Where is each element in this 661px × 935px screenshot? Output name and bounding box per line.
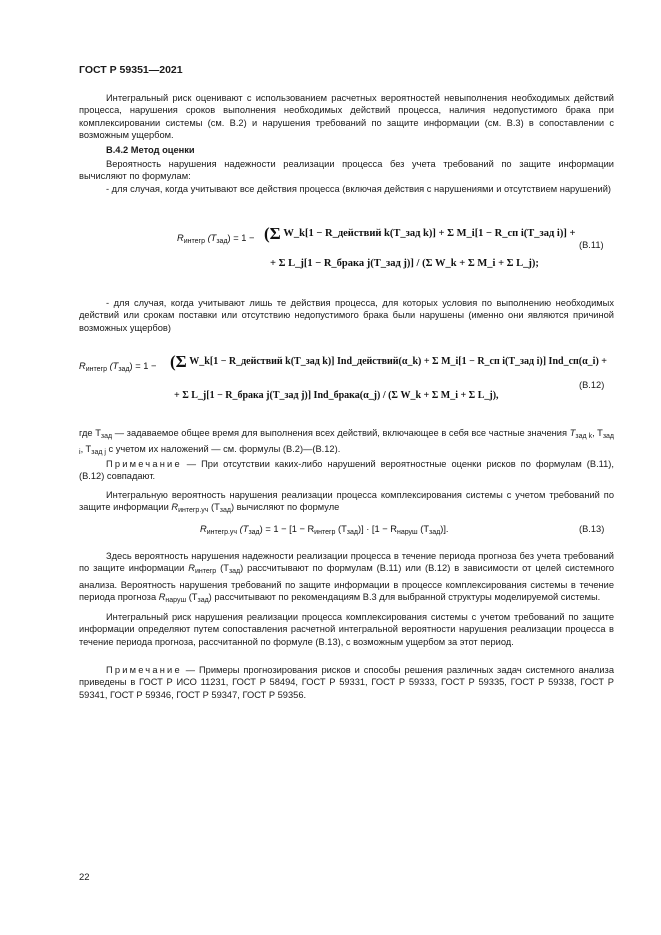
paragraph-case-violations: - для случая, когда учитывают лишь те действия процесса, для которых условия по выполнению необходимых действий или срокам поставки или отсутствию недопустимого брака были нарушены (именно они являются причиной возможных ущербов): [79, 298, 614, 333]
paragraph-formulas-intro: Вероятность нарушения надежности реализации процесса без учета требований по защите информации вычисляют по формулам:: [79, 159, 614, 182]
note-1: Примечание — При отсутствии каких-либо нарушений вероятностные оценки рисков по формулам (В.11), (В.12) совпадают.: [79, 459, 614, 482]
formula-b11-line1: (Σ W_k[1 − R_действий k(T_зад k)] + Σ M_i[1 − R_сп i(T_зад i)] +: [264, 224, 576, 243]
paragraph-explanation: Здесь вероятность нарушения надежности реализации процесса в течение периода прогноза без учета требований по защите информации $R_{интегр}$ $(T_{зад})$ рассчитывают по формулам (В.11) или (В.12) в зависимости от целей системного анализа. Вероятность нарушения требований по защите информации в процессе комплексирования системы в течение периода прогноза $R_{наруш}$ $(T_{зад})$ рассчитывают по рекомендациям В.3 для выбранной структуры моделируемой системы.: [79, 551, 614, 605]
section-title: В.4.2 Метод оценки: [106, 145, 195, 155]
paragraph-case-all: - для случая, когда учитывают все действия процесса (включая действия с нарушениями и отсутствием нарушений): [106, 184, 611, 194]
formula-b12-lhs: $R_{интегр}$ $(T_{зад}) = 1$ −: [79, 361, 157, 373]
paragraph-where: где $T_{зад}$ — задаваемое общее время для выполнения всех действий, включающее в себя все частные значения $T_{зад k}$, $T_{зад i}$, $T_{зад j}$ с учетом их наложений — см. формулы (В.2)—(В.12).: [79, 428, 615, 457]
formula-b11-number: (В.11): [579, 240, 604, 250]
formula-b13-body: $R_{интегр.уч}$ $(T_{зад}) = 1 - [1 - R_{интегр}$ $(T_{зад})] \cdot [1 - R_{наруш}$ $(T_{зад})$].: [200, 524, 449, 536]
formula-b11-lhs: $R_{интегр}$ $(T_{зад}) = 1$ −: [177, 233, 255, 245]
formula-b12-line2: + Σ L_j[1 − R_брака j(T_зад j)] Ind_брака(α_j) / (Σ W_k + Σ M_i + Σ L_j),: [174, 390, 499, 401]
formula-b11-line2: + Σ L_j[1 − R_брака j(T_зад j)] / (Σ W_k + Σ M_i + Σ L_j);: [270, 258, 539, 269]
formula-b12-number: (В.12): [579, 380, 605, 390]
paragraph-integral-risk: Интегральный риск нарушения реализации процесса комплексирования системы с учетом требований по защите информации определяют путем сопоставления расчетной интегральной вероятности нарушения реализации процесса в течение периода прогноза, рассчитанной по формуле (В.13), с возможным ущербом за этот период.: [79, 612, 614, 647]
formula-b12-line1: (Σ W_k[1 − R_действий k(T_зад k)] Ind_действий(α_k) + Σ M_i[1 − R_сп i(T_зад i)] Ind_сп(α_i) +: [170, 352, 607, 371]
paragraph-integral-probability: Интегральную вероятность нарушения реализации процесса комплексирования системы с учетом требований по защите информации $R_{интегр.уч}$ $(T_{зад})$ вычисляют по формуле: [79, 490, 614, 515]
page-number: 22: [79, 872, 90, 883]
formula-b13-number: (В.13): [579, 524, 605, 534]
paragraph-intro: Интегральный риск оценивают с использованием расчетных вероятностей невыполнения необходимых действий процесса, нарушения сроков выполнения необходимых действий процесса, наличия недопустимого брака при комплексировании системы (см. В.2) и нарушения требований по защите информации (см. В.3) в сопоставлении с возможным ущербом.: [79, 93, 614, 141]
note-2: Примечание — Примеры прогнозирования рисков и способы решения различных задач системного анализа приведены в ГОСТ Р ИСО 11231, ГОСТ Р 58494, ГОСТ Р 59331, ГОСТ Р 59333, ГОСТ Р 59335, ГОСТ Р 59338, ГОСТ Р 59341, ГОСТ Р 59346, ГОСТ Р 59347, ГОСТ Р 59356.: [79, 665, 614, 700]
document-header: ГОСТ Р 59351—2021: [79, 64, 183, 76]
